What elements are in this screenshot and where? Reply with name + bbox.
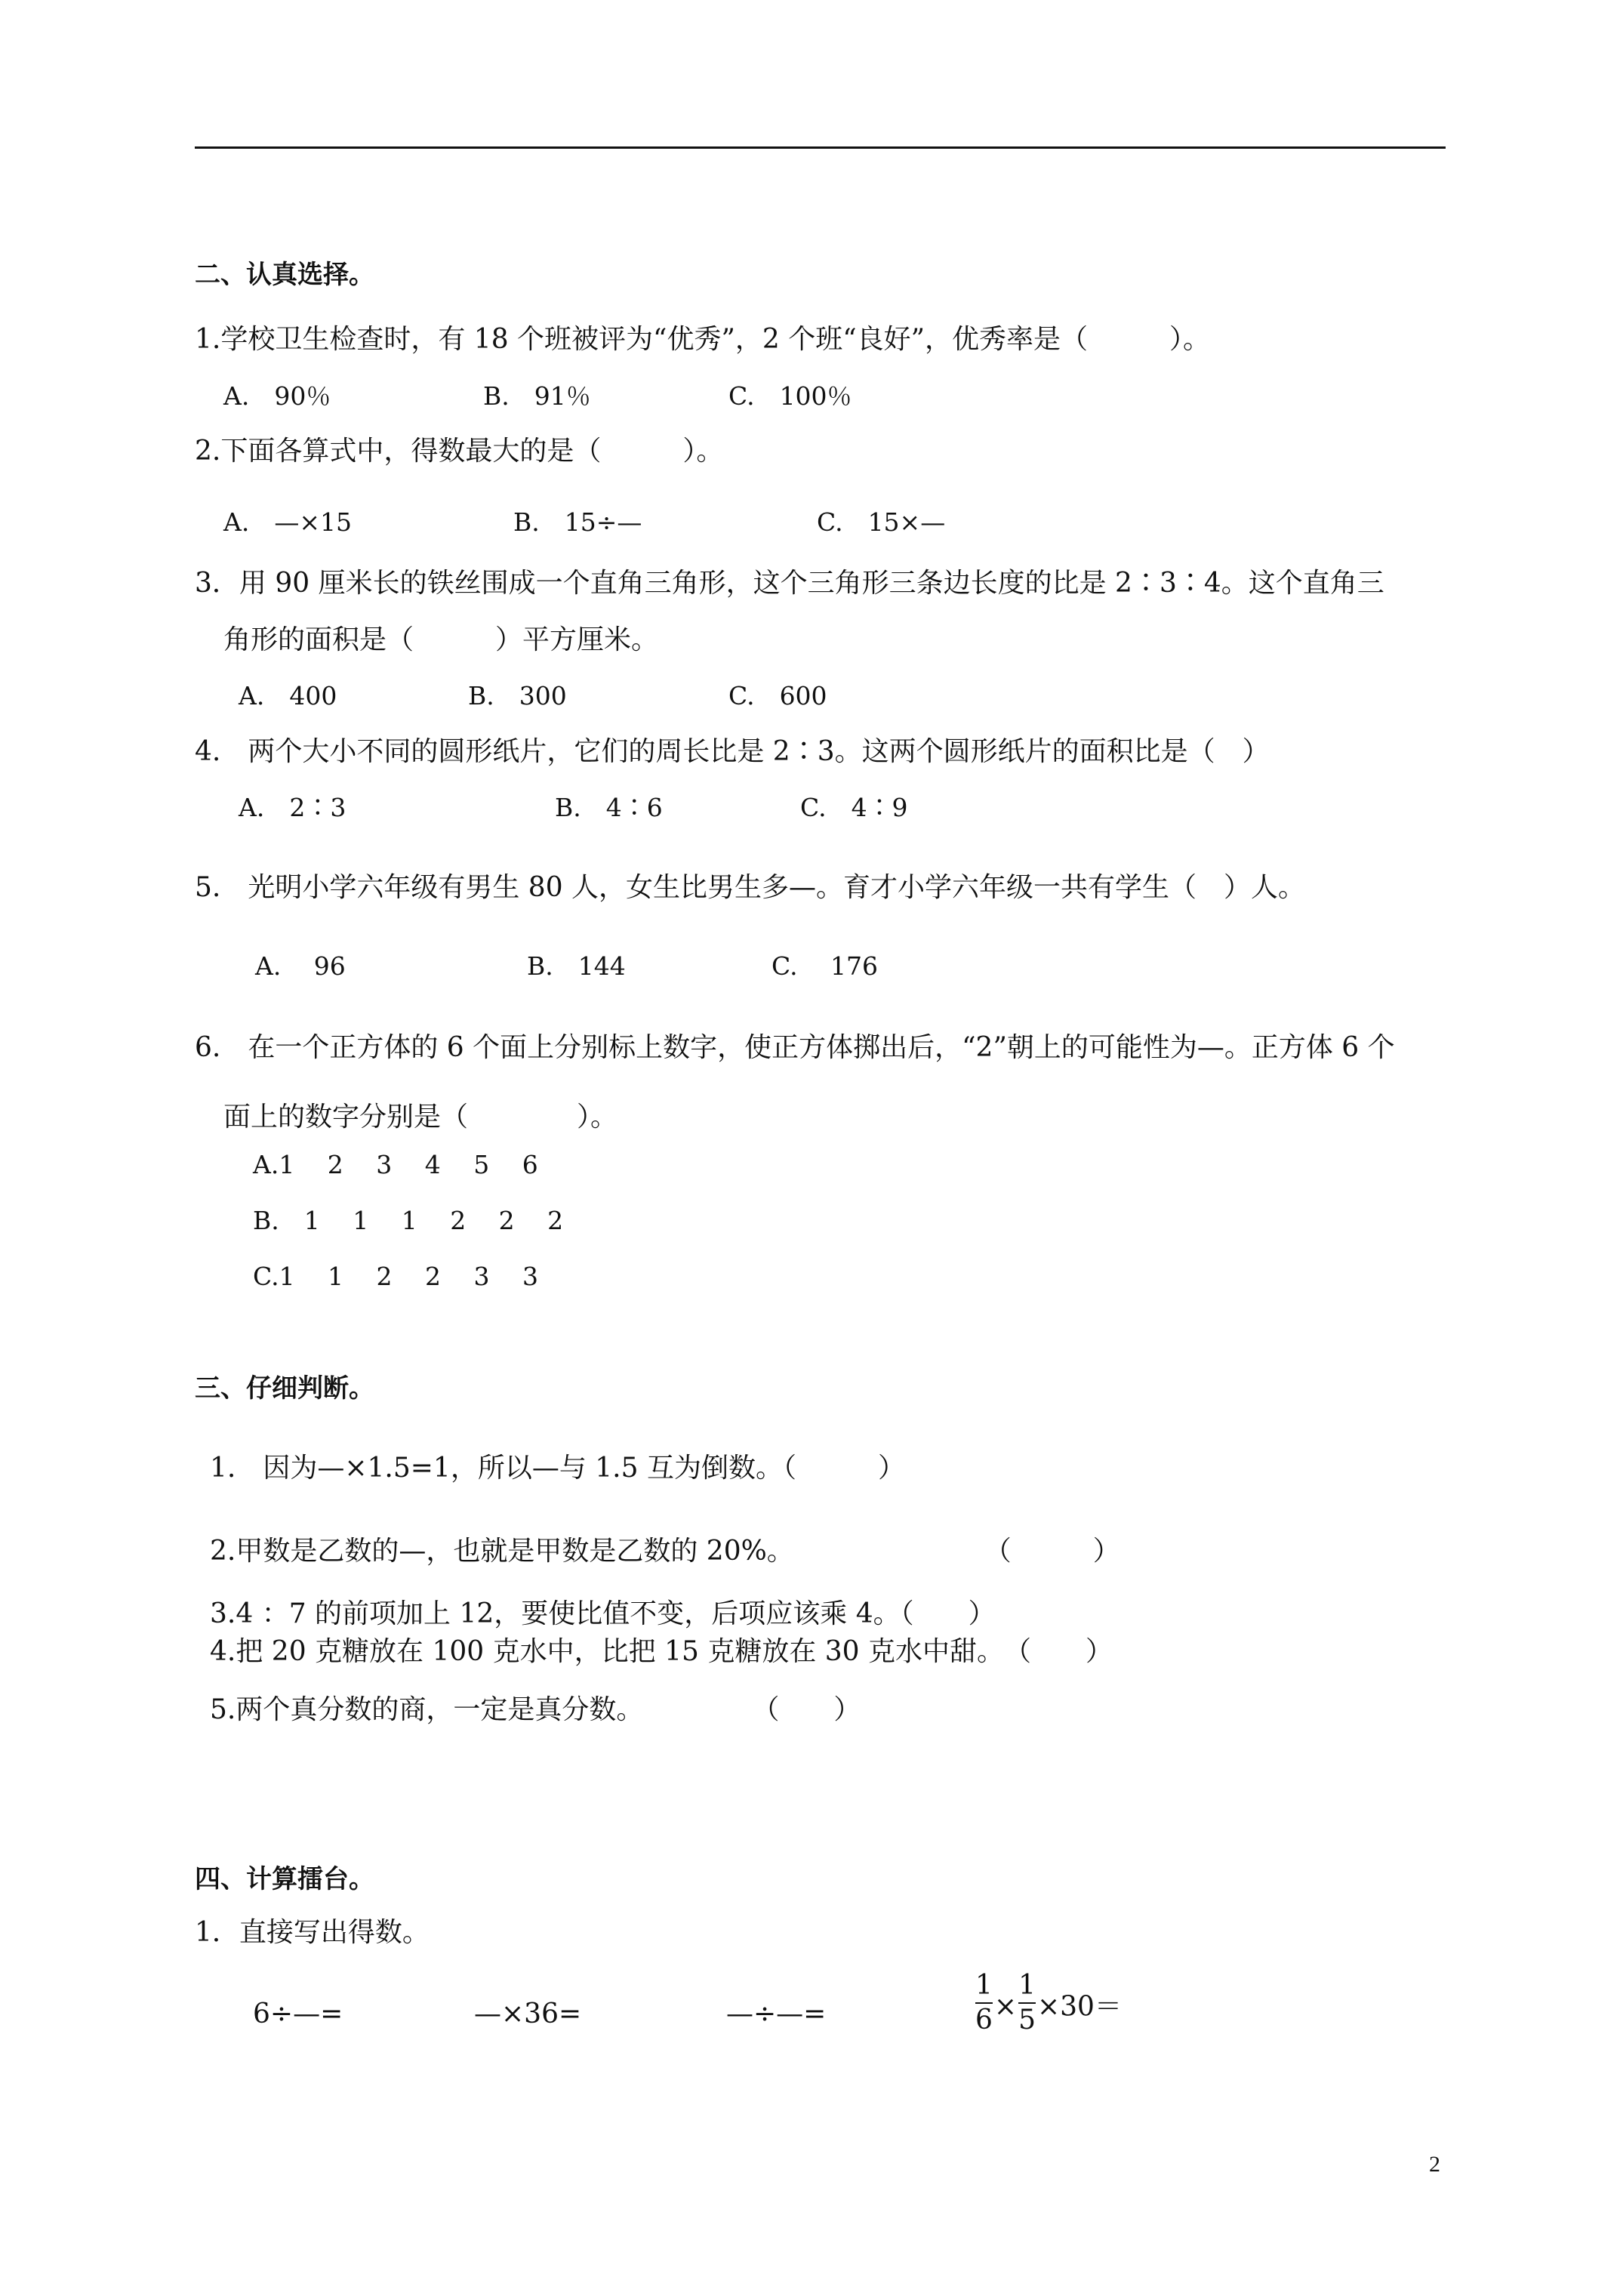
times-sign: ×: [993, 1991, 1018, 2023]
question-4-option-c: C. 4∶9: [800, 793, 908, 822]
calc-expression-3: —÷—=: [726, 1999, 827, 2029]
judge-item-5: 5.两个真分数的商，一定是真分数。 （ ）: [210, 1694, 861, 1725]
question-6-option-c: C.1 1 2 2 3 3: [253, 1262, 538, 1291]
question-5-text: 5. 光明小学六年级有男生 80 人，女生比男生多—。育才小学六年级一共有学生（ ）人。: [195, 872, 1306, 903]
fraction-denominator: 5: [1018, 2004, 1036, 2036]
question-4-option-a: A. 2∶3: [239, 793, 346, 822]
section-heading-choice: 二、认真选择。: [195, 260, 374, 290]
question-3-option-c: C. 600: [728, 681, 827, 710]
fraction-denominator: 6: [975, 2004, 993, 2036]
question-1-option-a: A. 90％: [223, 381, 331, 411]
fraction-bar: [975, 2002, 993, 2004]
question-3-line-2: 角形的面积是（ ）平方厘米。: [223, 624, 659, 655]
calc-expression-2: —×36=: [474, 1999, 582, 2029]
expression-tail: ×30＝: [1036, 1991, 1122, 2023]
question-6-line-1: 6. 在一个正方体的 6 个面上分别标上数字，使正方体掷出后，“2”朝上的可能性为—。正方体 6 个: [195, 1032, 1395, 1063]
question-6-option-a: A.1 2 3 4 5 6: [253, 1150, 538, 1179]
fraction-numerator: 1: [1018, 1970, 1036, 2001]
question-2-option-a: A. —×15: [223, 507, 352, 537]
judge-item-2: 2.甲数是乙数的—，也就是甲数是乙数的 20%。 （ ）: [210, 1536, 1120, 1567]
question-6-line-2: 面上的数字分别是（ ）。: [223, 1102, 618, 1133]
question-1-option-b: B. 91％: [483, 381, 591, 411]
question-5-option-b: B. 144: [527, 951, 626, 981]
question-2-text: 2.下面各算式中，得数最大的是（ ）。: [195, 436, 724, 467]
question-4-option-b: B. 4∶6: [555, 793, 663, 822]
question-4-text: 4. 两个大小不同的圆形纸片，它们的周长比是 2∶3。这两个圆形纸片的面积比是（ ）: [195, 736, 1270, 767]
calc-expression-1: 6÷—=: [253, 1999, 343, 2029]
judge-item-1: 1. 因为—×1.5=1，所以—与 1.5 互为倒数。（ ）: [210, 1453, 905, 1484]
fraction-numerator: 1: [975, 1970, 993, 2001]
header-rule: [195, 146, 1446, 149]
question-3-option-b: B. 300: [468, 681, 567, 710]
fraction-one-sixth: [975, 1971, 993, 2035]
question-6-option-b: B. 1 1 1 2 2 2: [253, 1206, 564, 1235]
question-1-option-c: C. 100％: [728, 381, 852, 411]
section-heading-calc: 四、计算擂台。: [195, 1864, 374, 1894]
question-3-line-1: 3．用 90 厘米长的铁丝围成一个直角三角形，这个三角形三条边长度的比是 2∶3∶4。这个直角三: [195, 568, 1384, 599]
page-number: 2: [1429, 2152, 1440, 2177]
judge-item-4: 4.把 20 克糖放在 100 克水中，比把 15 克糖放在 30 克水中甜。 （ ）: [210, 1636, 1113, 1667]
section-heading-judge: 三、仔细判断。: [195, 1373, 374, 1404]
question-2-option-b: B. 15÷—: [513, 507, 642, 537]
judge-item-3: 3.4 ：7 的前项加上 12，要使比值不变，后项应该乘 4。（ ）: [210, 1598, 996, 1629]
question-5-option-a: A. 96: [255, 951, 346, 981]
calc-expression-4: [974, 1970, 1122, 2041]
question-1-text: 1.学校卫生检查时，有 18 个班被评为“优秀”，2 个班“良好”，优秀率是（ ）。: [195, 324, 1211, 355]
fraction-bar: [1018, 2002, 1036, 2004]
question-2-option-c: C. 15×—: [817, 507, 946, 537]
question-5-option-c: C. 176: [771, 951, 879, 981]
fraction-one-fifth: [1018, 1971, 1036, 2035]
question-3-option-a: A. 400: [239, 681, 337, 710]
calc-subheading: 1．直接写出得数。: [195, 1917, 430, 1948]
